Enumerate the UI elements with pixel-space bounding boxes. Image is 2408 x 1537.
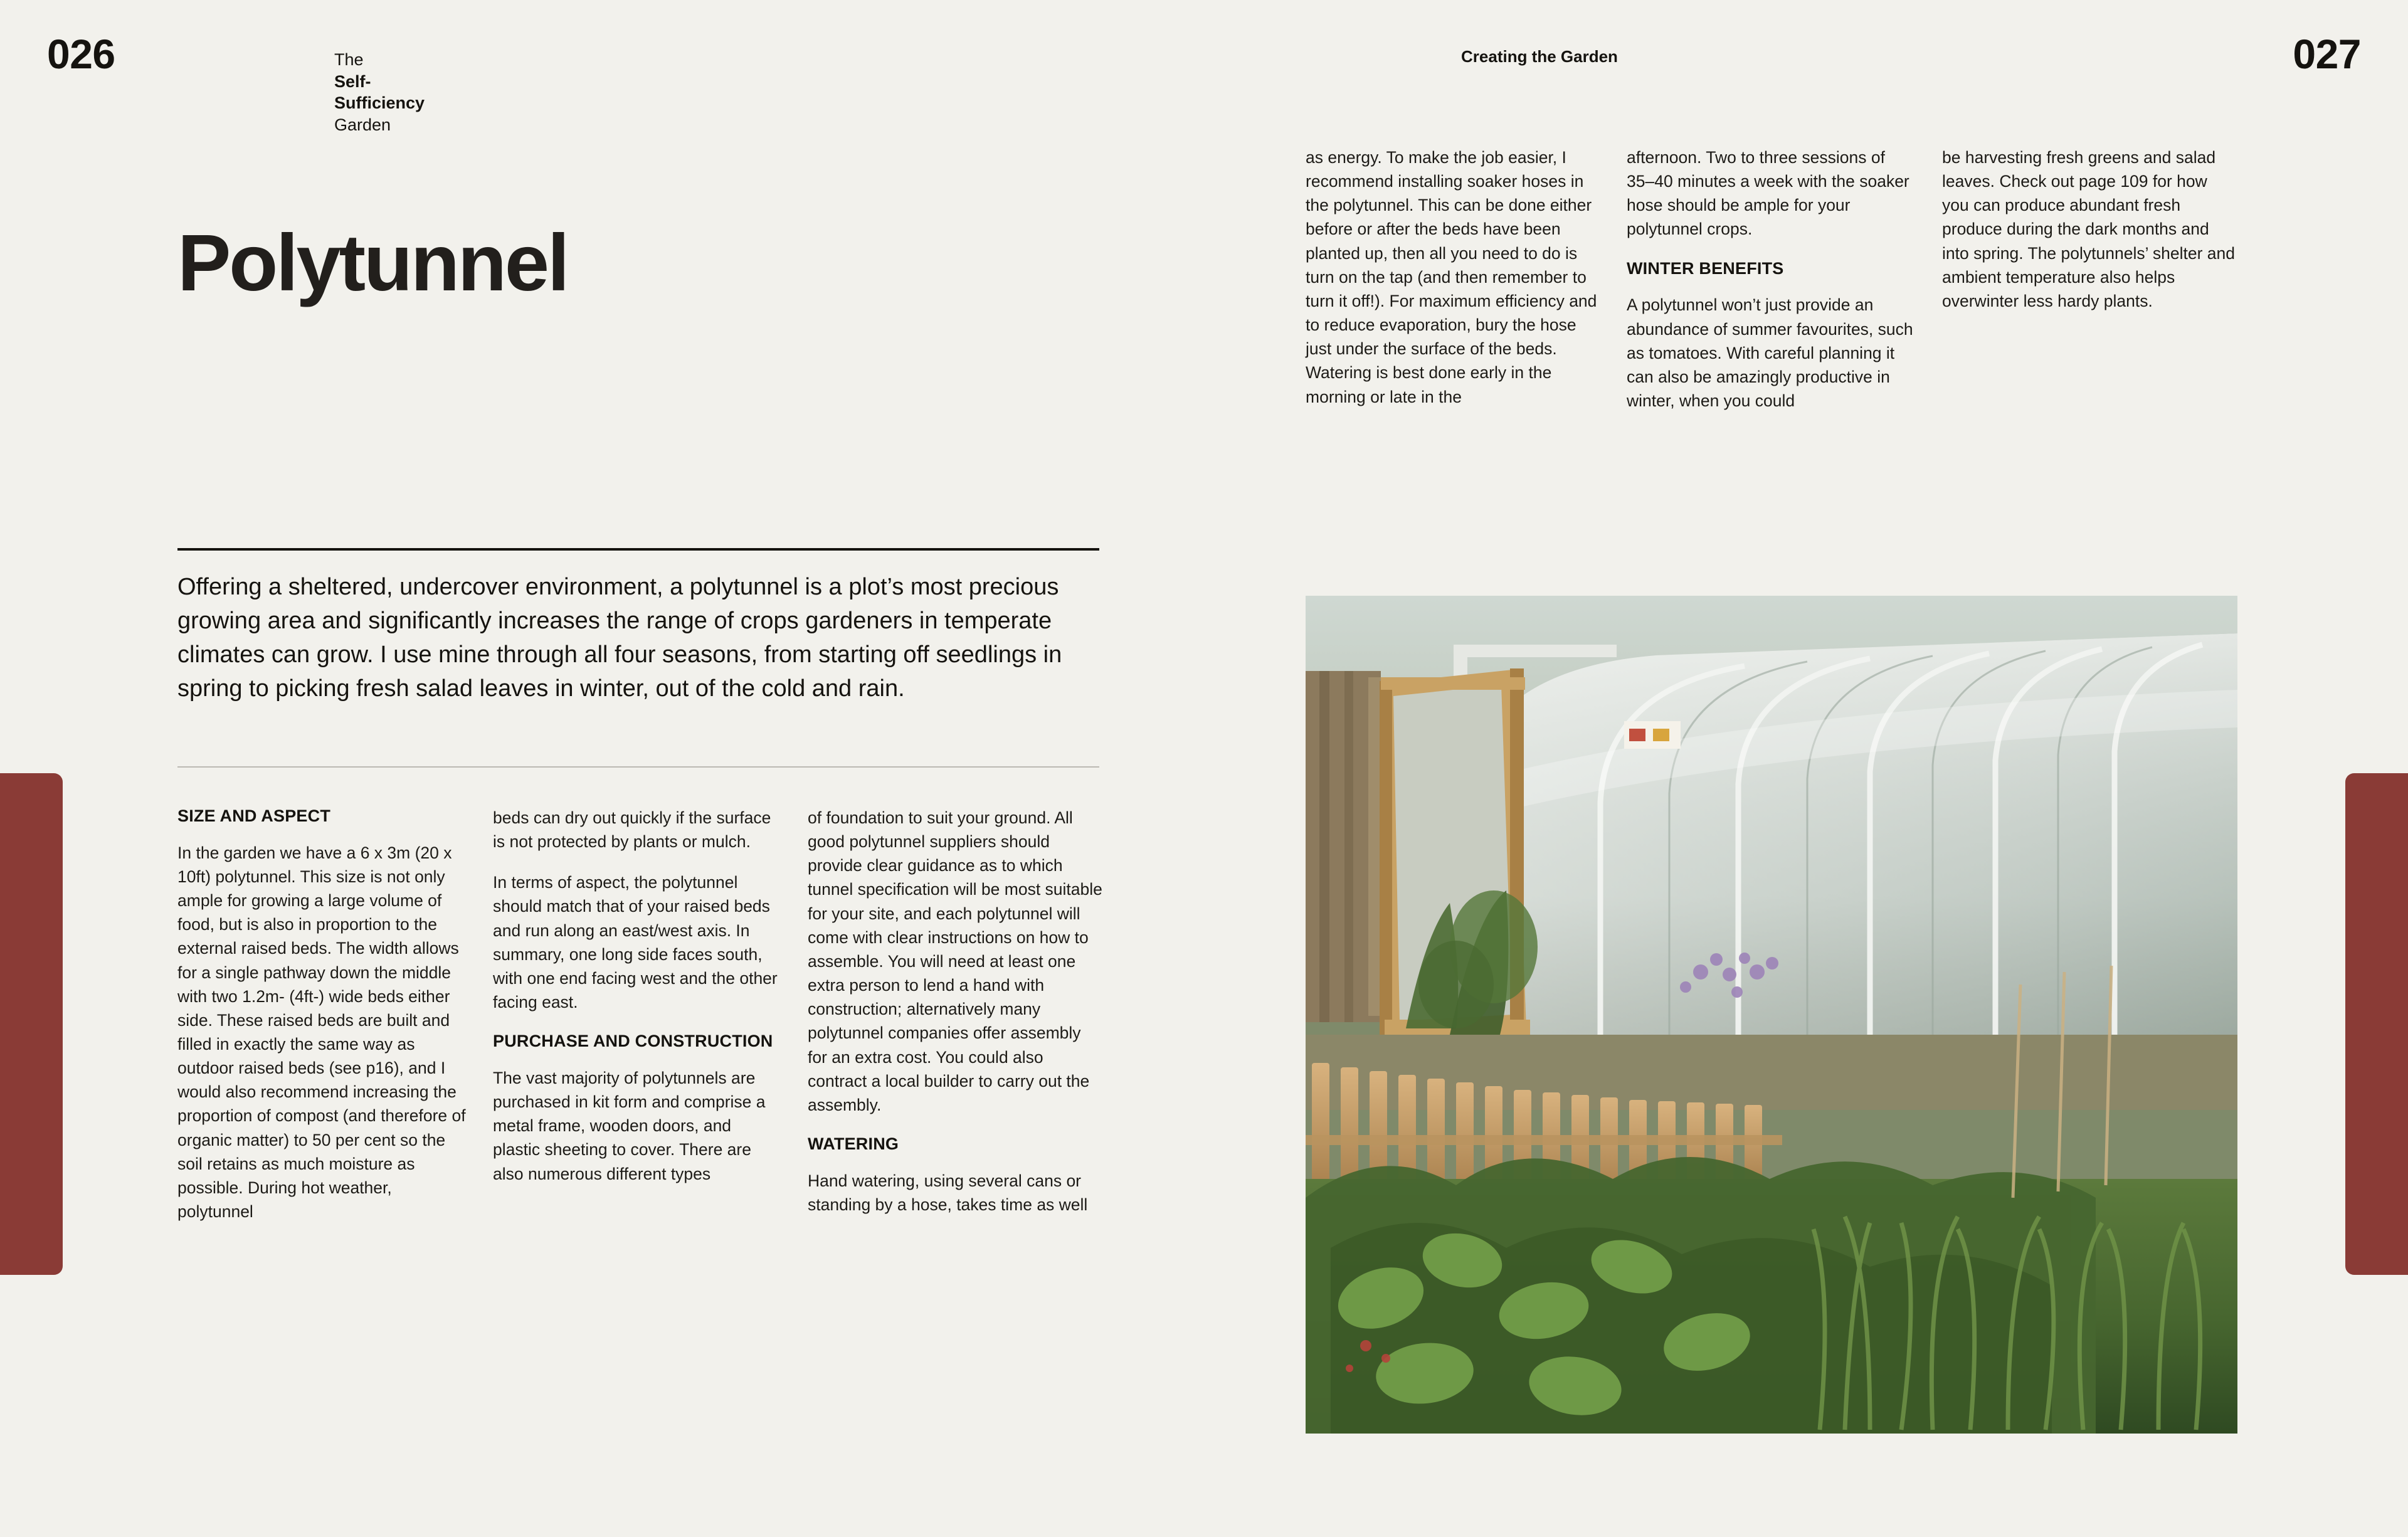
polytunnel-photo-illustration <box>1306 596 2237 1434</box>
right-column-2 <box>1627 145 1916 430</box>
body-text: be harvesting fresh greens and salad leaves. Check out page 109 for how you can produce abundant fresh produce during the dark months and into spring. The polytunnels’ shelter and ambient temperature also helps overwinter less hardy plants. <box>1942 148 2235 310</box>
right-column-3 <box>1942 145 2237 330</box>
body-text: beds can dry out quickly if the surface is not protected by plants or mulch. <box>493 808 771 852</box>
body-text: In the garden we have a 6 x 3m (20 x 10ft) polytunnel. This size is not only ample for growing a large volume of food, but is also in proportion to the external raised beds. The width allows for a single pathway down the middle with two 1.2m- (4ft-) wide beds either side. These raised beds are built and filled in exactly the same way as outdoor raised beds (see p16), and I would also recommend increasing the proportion of compost (and therefore of organic matter) to 50 per cent so the soil retains as much moisture as possible. During hot weather, polytunnel <box>177 843 466 1222</box>
polytunnel-photo <box>1306 596 2237 1434</box>
standfirst-paragraph: Offering a sheltered, undercover environment, a polytunnel is a plot’s most precious growing area and significantly increases the range of crops gardeners in temperate climates can grow. I use mine through all four seasons, from starting off seedlings in spring to picking fresh salad leaves in winter, out of the cold and rain. <box>177 574 1062 702</box>
left-column-3 <box>808 806 1102 1233</box>
body-text: In terms of aspect, the polytunnel should match that of your raised beds and run along an east/west axis. In summary, one long side faces south, with one end facing west and the other facing east. <box>493 873 778 1012</box>
left-column-2 <box>493 806 783 1203</box>
heading-watering: WATERING <box>808 1134 899 1154</box>
left-column-1 <box>177 806 467 1240</box>
body-text: The vast majority of polytunnels are purchased in kit form and comprise a metal frame, wooden doors, and plastic sheeting to cover. There are also numerous different types <box>493 1069 766 1183</box>
heading-winter-benefits: WINTER BENEFITS <box>1627 258 1784 278</box>
body-text: as energy. To make the job easier, I recommend installing soaker hoses in the polytunnel. This can be done either before or after the beds have been planted up, then all you need to do is turn on the tap (and then remember to turn it off!). For maximum efficiency and to reduce evaporation, bury the hose just under the surface of the beds. Watering is best done early in the morning or late in the <box>1306 148 1597 406</box>
heading-size-and-aspect: SIZE AND ASPECT <box>177 806 331 825</box>
body-text: afternoon. Two to three sessions of 35–40 minutes a week with the soaker hose should be ample for your polytunnel crops. <box>1627 148 1909 239</box>
right-column-1 <box>1306 145 1600 426</box>
body-text: A polytunnel won’t just provide an abundance of summer favourites, such as tomatoes. With careful planning it can also be amazingly productive in winter, when you could <box>1627 295 1913 410</box>
book-logo-line-4: Garden <box>334 115 391 134</box>
book-logo <box>334 49 425 135</box>
divider-thick <box>177 548 1099 551</box>
page-number-left: 026 <box>47 31 115 77</box>
page-title: Polytunnel <box>177 218 568 308</box>
book-logo-line-2: Self- <box>334 71 371 91</box>
body-text: Hand watering, using several cans or standing by a hose, takes time as well <box>808 1171 1088 1214</box>
book-logo-line-1: The <box>334 50 364 69</box>
heading-purchase-and-construction: PURCHASE AND CONSTRUCTION <box>493 1032 773 1051</box>
body-text: of foundation to suit your ground. All good polytunnel suppliers should provide clear guidance as to which tunnel specification will be most suitable for your site, and each polytunnel will come with clear instructions on how to assemble. You will need at least one extra person to lend a hand with construction; alternatively many polytunnel companies offer assembly for an extra cost. You could also contract a local builder to carry out the assembly. <box>808 808 1102 1114</box>
running-head: Creating the Garden <box>1461 47 1618 66</box>
page-number-right: 027 <box>2293 31 2361 77</box>
book-logo-line-3: Sufficiency <box>334 93 425 113</box>
divider-thin <box>177 766 1099 768</box>
